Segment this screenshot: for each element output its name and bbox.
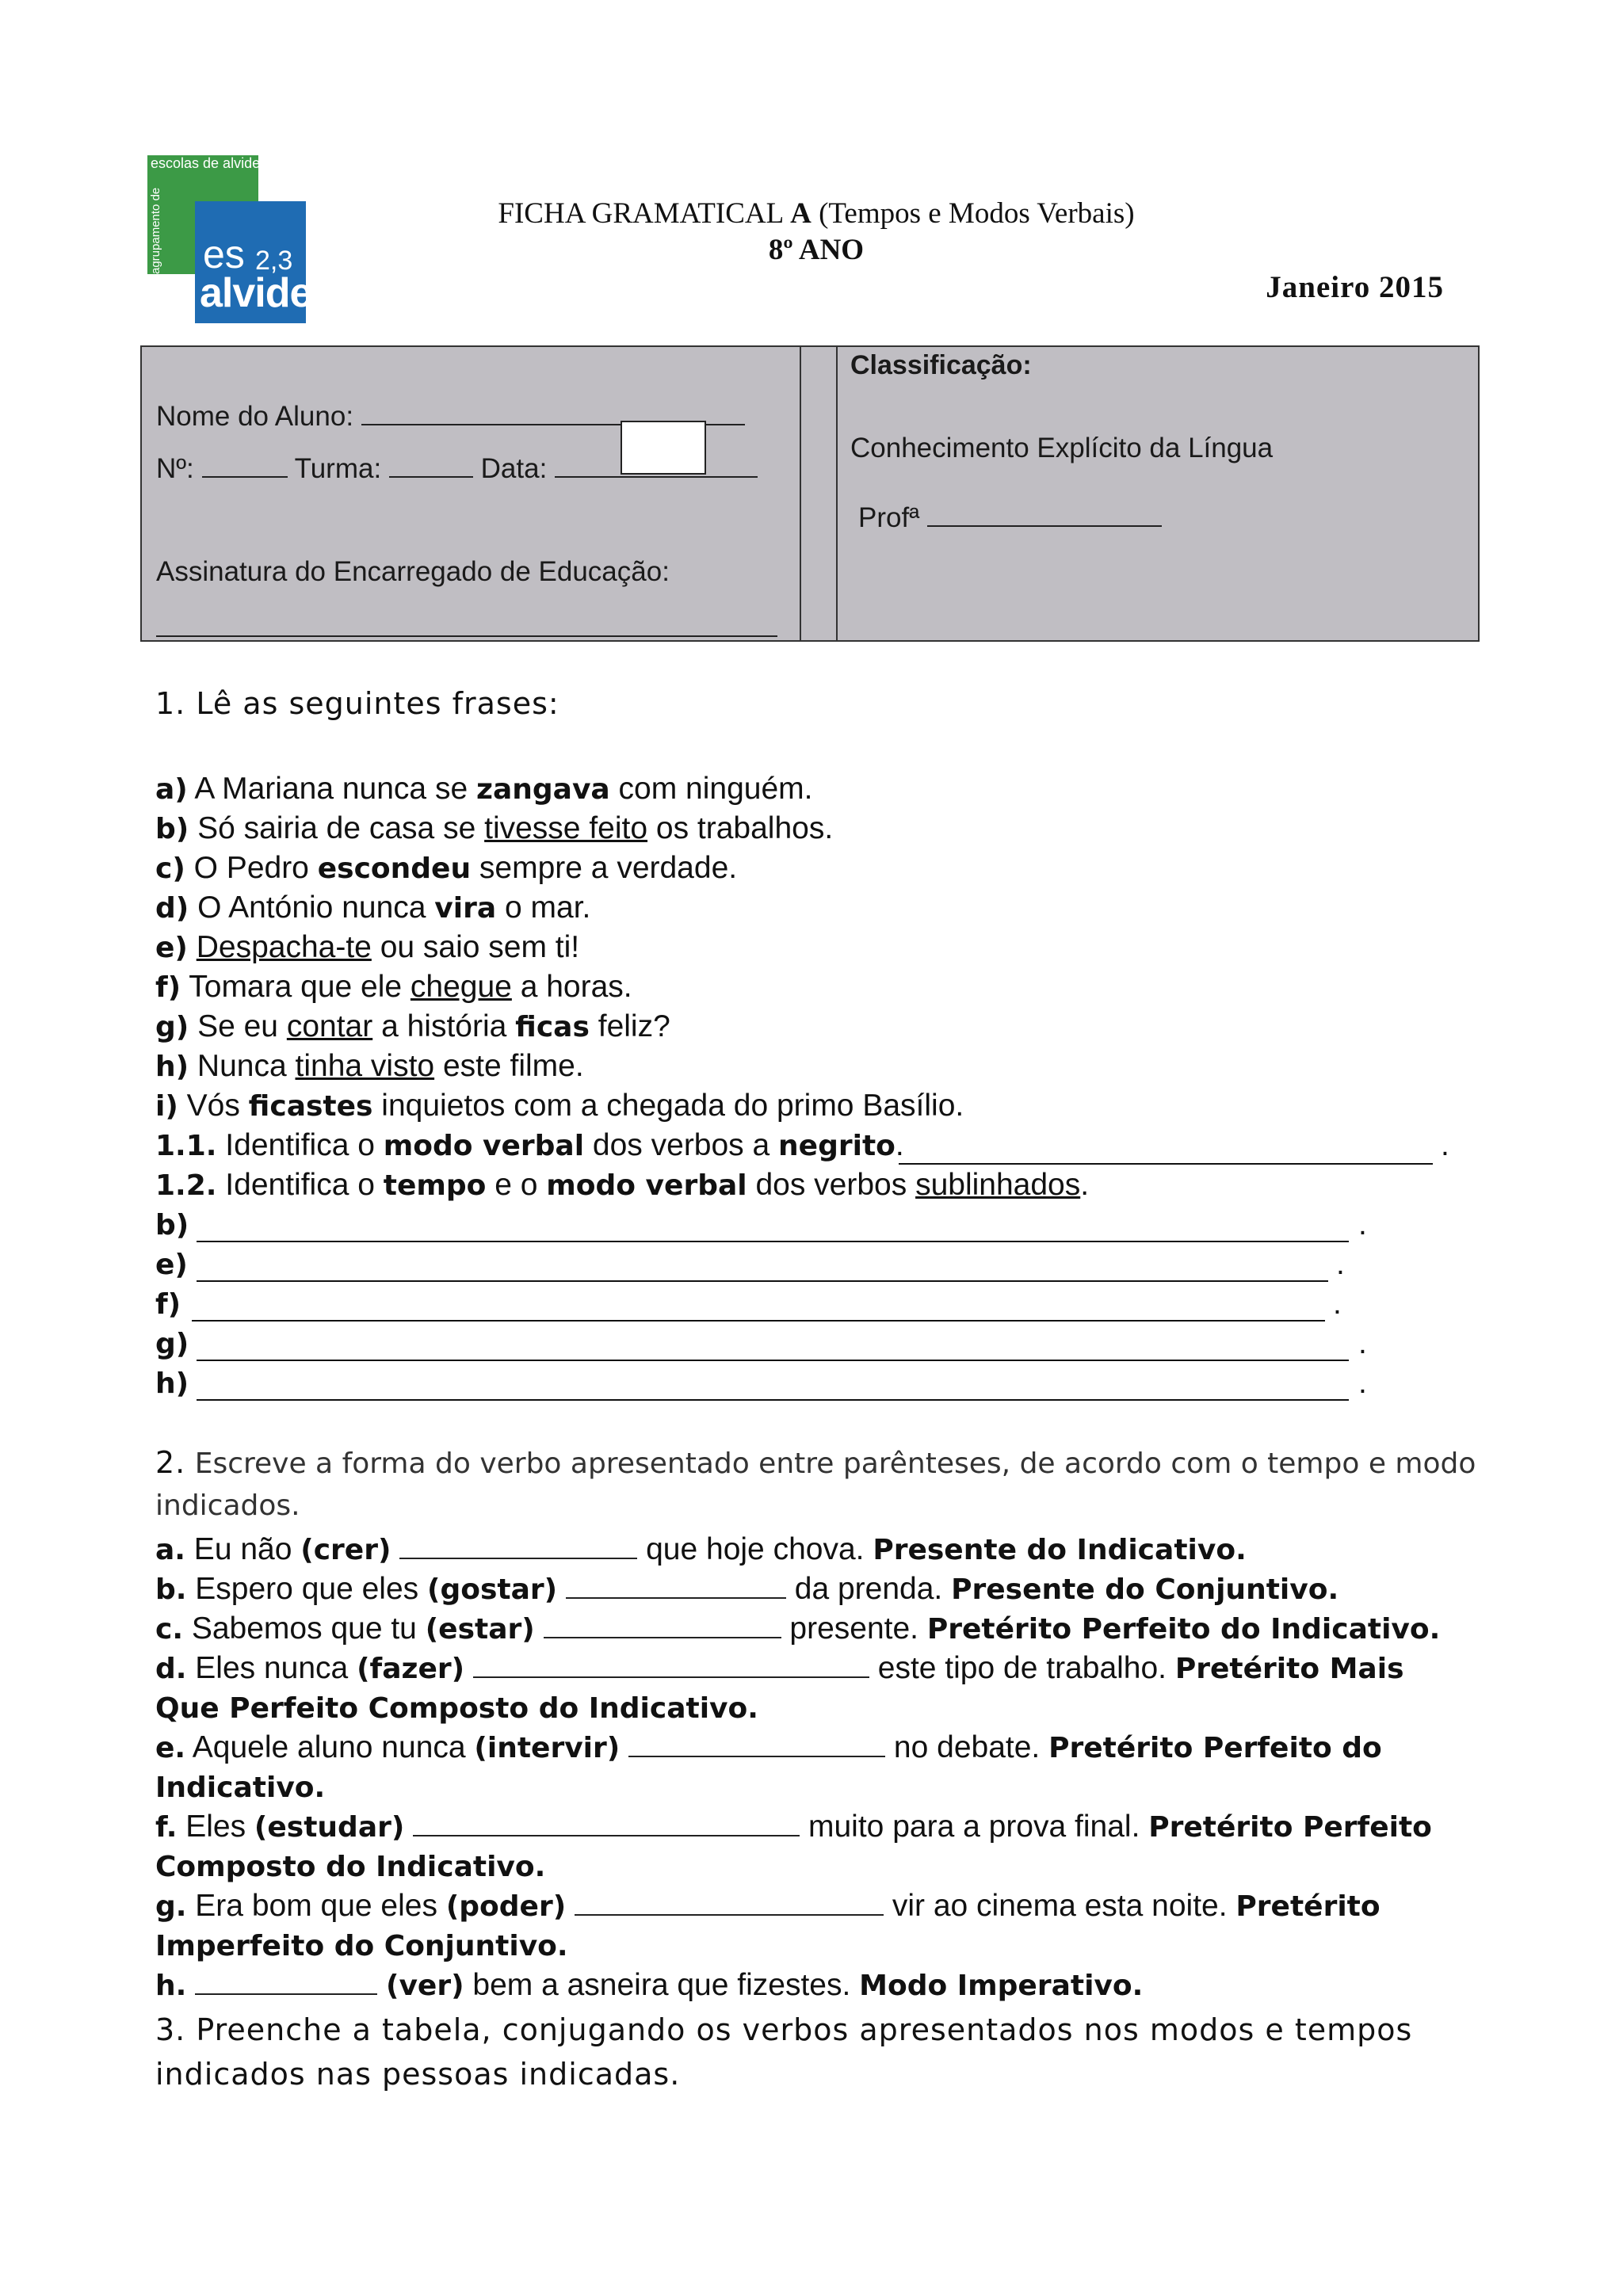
answer-line-f[interactable] <box>192 1320 1325 1322</box>
answer-line-h[interactable] <box>197 1399 1349 1401</box>
period: . <box>1358 1207 1367 1241</box>
question-3-title: 3. Preenche a tabela, conjugando os verbos apresentados nos modos e tempos <box>155 2012 1413 2047</box>
period: . <box>1358 1326 1367 1360</box>
answer-label-e: e) <box>155 1249 188 1281</box>
sentence-d: d) O António nunca vira o mar. <box>155 891 591 925</box>
logo-side-text: agrupamento de <box>149 187 162 274</box>
student-number-row[interactable]: Nº: Turma: Data: <box>156 453 758 485</box>
divider <box>836 347 838 640</box>
classification-label: Classificação: <box>850 350 1032 380</box>
question-3-title-cont: indicados nas pessoas indicadas. <box>155 2057 681 2092</box>
logo-top-text: escolas de alvide <box>151 155 261 171</box>
grade-label: 8º ANO <box>768 234 865 266</box>
student-info-box <box>140 345 1480 642</box>
period: . <box>1358 1366 1367 1400</box>
sentence-c: c) O Pedro escondeu sempre a verdade. <box>155 851 738 885</box>
question-1-2: 1.2. Identifica o tempo e o modo verbal dos verbos sublinhados. <box>155 1168 1090 1202</box>
exercise-2e-cont: Indicativo. <box>155 1772 326 1804</box>
sentence-b: b) Só sairia de casa se tivesse feito os trabalhos. <box>155 811 834 845</box>
school-logo <box>147 155 312 323</box>
answer-line-1-1[interactable] <box>899 1163 1433 1165</box>
answer-line-b[interactable] <box>197 1241 1349 1242</box>
period: . <box>1336 1247 1345 1281</box>
exercise-2f-cont: Composto do Indicativo. <box>155 1851 546 1883</box>
question-2-title-cont: indicados. <box>155 1489 300 1522</box>
exercise-2d: d. Eles nunca (fazer) este tipo de trabalho. Pretérito Mais <box>155 1651 1404 1685</box>
exercise-2g-cont: Imperfeito do Conjuntivo. <box>155 1930 568 1962</box>
exercise-2f: f. Eles (estudar) muito para a prova final. Pretérito Perfeito <box>155 1810 1432 1844</box>
sentence-g: g) Se eu contar a história ficas feliz? <box>155 1009 670 1043</box>
question-1-title: 1. Lê as seguintes frases: <box>155 686 559 721</box>
subject-label: Conhecimento Explícito da Língua <box>850 433 1274 463</box>
exercise-2g: g. Era bom que eles (poder) vir ao cinema esta noite. Pretérito <box>155 1889 1381 1923</box>
date-label: Janeiro 2015 <box>1266 270 1444 304</box>
sentence-e: e) Despacha-te ou saio sem ti! <box>155 930 580 964</box>
sentence-h: h) Nunca tinha visto este filme. <box>155 1049 584 1083</box>
worksheet-title: FICHA GRAMATICAL A (Tempos e Modos Verbais) <box>498 197 1135 230</box>
signature-line[interactable] <box>156 635 777 637</box>
answer-label-g: g) <box>155 1328 189 1360</box>
answer-line-g[interactable] <box>197 1360 1349 1361</box>
answer-label-f: f) <box>155 1288 181 1321</box>
answer-label-h: h) <box>155 1367 189 1400</box>
exercise-2b: b. Espero que eles (gostar) da prenda. Presente do Conjuntivo. <box>155 1572 1339 1606</box>
sentence-a: a) A Mariana nunca se zangava com ninguém. <box>155 772 813 806</box>
exercise-2e: e. Aquele aluno nunca (intervir) no debate. Pretérito Perfeito do <box>155 1730 1382 1764</box>
answer-line-e[interactable] <box>197 1280 1328 1282</box>
exercise-2a: a. Eu não (crer) que hoje chova. Presente do Indicativo. <box>155 1532 1247 1566</box>
exercise-2d-cont: Que Perfeito Composto do Indicativo. <box>155 1692 758 1725</box>
period: . <box>1441 1128 1449 1162</box>
question-2-title: 2. Escreve a forma do verbo apresentado entre parênteses, de acordo com o tempo e modo <box>155 1445 1476 1480</box>
logo-alvide-text: alvide <box>200 270 312 316</box>
question-1-1: 1.1. Identifica o modo verbal dos verbos a negrito. <box>155 1128 904 1162</box>
logo-number-text: 2,3 <box>255 246 293 276</box>
teacher-field[interactable]: Profª <box>858 502 1162 534</box>
divider <box>800 347 801 640</box>
logo-es-text: es <box>203 232 245 277</box>
student-name-field[interactable]: Nome do Aluno: <box>156 401 745 433</box>
answer-label-b: b) <box>155 1209 189 1241</box>
exercise-2h: h. (ver) bem a asneira que fizestes. Modo Imperativo. <box>155 1968 1144 2002</box>
sentence-f: f) Tomara que ele chegue a horas. <box>155 970 632 1004</box>
guardian-signature-label: Assinatura do Encarregado de Educação: <box>156 556 670 587</box>
exercise-2c: c. Sabemos que tu (estar) presente. Pretérito Perfeito do Indicativo. <box>155 1611 1441 1646</box>
period: . <box>1333 1287 1342 1321</box>
sentence-i: i) Vós ficastes inquietos com a chegada do primo Basílio. <box>155 1089 964 1123</box>
